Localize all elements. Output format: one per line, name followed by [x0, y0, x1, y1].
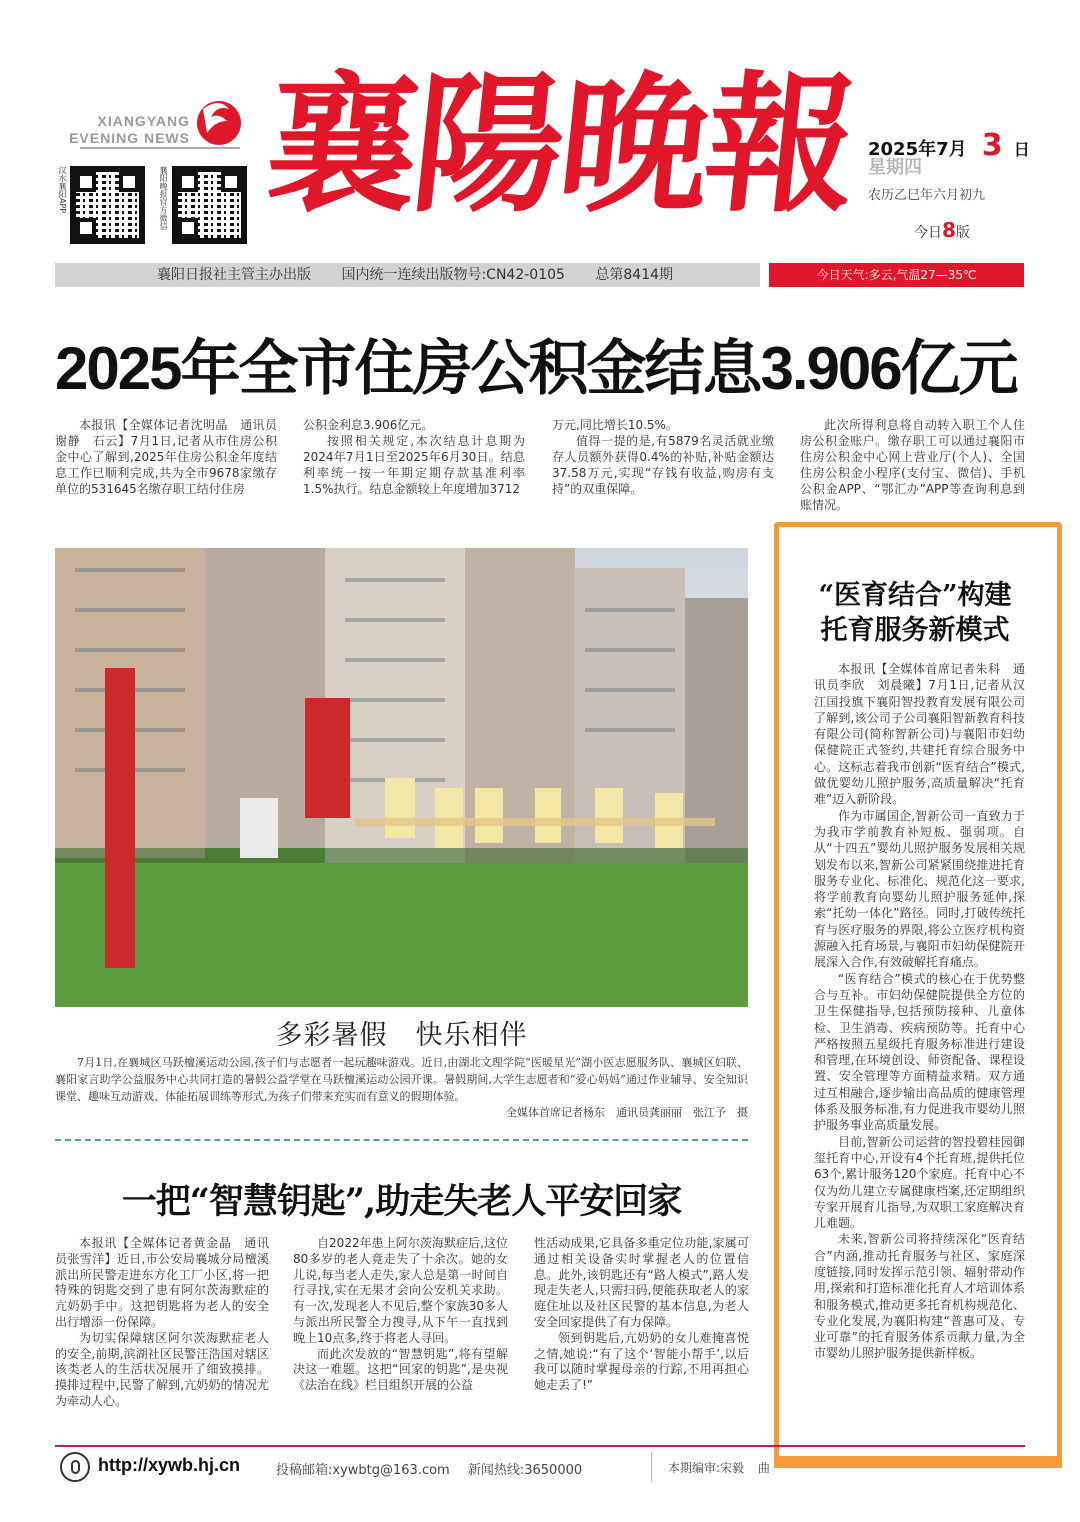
paragraph: 本报讯【全媒体首席记者朱科 通讯员李欣 刘晨曦】7月1日,记者从汉江国投旗下襄阳智投教育发展有限公司了解到,该公司子公司襄阳智新教育科技有限公司(简称智新公司)与襄阳市妇幼保健院正式签约,共建托育综合服务中心。这标志着我市创新“医育结合”模式,做优婴幼儿照护服务,高质量解决“托育难”迈入新阶段。 — [814, 662, 1025, 807]
date-day-suffix: 日 — [1013, 140, 1030, 159]
issn: 国内统一连续出版物号:CN42-0105 — [341, 267, 565, 283]
page-count-prefix: 今日 — [914, 225, 942, 241]
footer-rule — [55, 1445, 1025, 1447]
photo-credit: 全媒体首席记者杨东 通讯员龚丽丽 张江予 摄 — [506, 1106, 748, 1119]
lunar-date: 农历乙巳年六月初九 — [868, 188, 986, 203]
publication-info-bar — [55, 263, 760, 287]
news-photo — [55, 548, 748, 1007]
paragraph: 性活动成果,它具备多重定位功能,家属可通过相关设备实时掌握老人的位置信息。此外,该钥匙还有“路人模式”,路人发现走失老人,只需扫码,便能获取老人的家庭住址以及社区民警的基本信息,为老人安全回家提供了有力保障。 — [534, 1236, 749, 1329]
paragraph: 本报讯【全媒体记者沈明晶 通讯员谢静 石云】7月1日,记者从市住房公积金中心了解到,2025年住房公积金年度结息工作已顺利完成,共为全市9678家缴存单位的531645名缴存职工结付住房 — [55, 418, 277, 496]
paragraph: 本报讯【全媒体记者黄金晶 通讯员张雪洋】近日,市公安局襄城分局檀溪派出所民警走进东方化工厂小区,将一把特殊的钥匙交到了患有阿尔茨海默症的亢奶奶手中。这把钥匙将为老人的安全出行增添一份保障。 — [55, 1236, 269, 1329]
logo-emblem-icon — [193, 95, 245, 147]
second-column-2 — [293, 1236, 508, 1394]
paragraph: 而此次发放的“智慧钥匙”,将有望解决这一难题。这把“回家的钥匙”,是央视《法治在线》栏目组织开展的公益 — [293, 1346, 508, 1393]
paragraph: 此次所得利息将自动转入职工个人住房公积金账户。缴存职工可以通过襄阳市住房公积金中心网上营业厅(个人)、全国住房公积金小程序(支付宝、微信)、手机公积金APP、“鄂汇办”APP等查询利息到账情况。 — [800, 418, 1025, 512]
second-headline: 一把“智慧钥匙”,助走失老人平安回家 — [121, 1181, 682, 1222]
newspaper-title: 襄陽晚報 — [258, 57, 862, 233]
english-name-line2: EVENING NEWS — [69, 130, 190, 146]
qr-label-wechat: 襄阳晚报官方微信 — [159, 166, 168, 230]
photo-title: 多彩暑假 快乐相伴 — [275, 1020, 528, 1051]
page-count-suffix: 版 — [955, 225, 970, 241]
qr-code-app[interactable] — [70, 166, 145, 244]
paragraph: 按照相关规定,本次结息计息期为2024年7月1日至2025年6月30日。结息利率统一按一年期定期存款基准利率1.5%执行。结息金额较上年度增加3712 — [303, 434, 525, 496]
lead-headline: 2025年全市住房公积金结息3.906亿元 — [55, 335, 1017, 402]
lead-column-2 — [303, 417, 525, 497]
weekday: 星期四 — [868, 157, 922, 178]
photo-illustration — [55, 548, 748, 1007]
sidebar-headline — [790, 578, 1040, 648]
qr-code-wechat[interactable] — [172, 166, 247, 244]
footer-contact — [276, 1459, 582, 1478]
sidebar-headline-line2: 托育服务新模式 — [820, 615, 1010, 646]
paragraph: 领到钥匙后,亢奶奶的女儿难掩喜悦之情,她说:“有了这个‘智能小帮手’,以后我可以随时掌握母亲的行踪,不用再担心她走丢了!” — [534, 1330, 749, 1393]
editor: 本期编审:宋毅 — [668, 1461, 745, 1475]
footer-divider — [651, 1452, 652, 1482]
paragraph: “医育结合”模式的核心在于优势整合与互补。市妇幼保健院提供全方位的卫生保健指导,包括预防接种、儿童体检、卫生消毒、疾病预防等。托育中心严格按照五星级托育服务标准进行建设和管理,在环境创设、师资配备、课程设置、安全管理等方面精益求精。双方通过互相融合,逐步输出高品质的健康管理体系及服务标准,有力促进我市婴幼儿照护服务事业高质量发展。 — [814, 971, 1025, 1133]
submission-email[interactable]: 投稿邮箱:xywbtg@163.com — [276, 1463, 450, 1478]
masthead-divider — [80, 147, 240, 149]
paragraph: 值得一提的是,有5879名灵活就业缴存人员额外获得0.4%的补贴,补贴金额达37.58万元,实现“存钱有收益,购房有支持”的双重保障。 — [552, 434, 774, 496]
lead-column-3 — [552, 417, 774, 497]
second-column-3 — [534, 1236, 749, 1394]
page-count-number: 8 — [942, 218, 956, 242]
mouse-icon — [60, 1452, 90, 1482]
date-main: 2025年7月 — [868, 139, 967, 160]
sidebar-body — [814, 661, 1025, 1362]
paragraph: 万元,同比增长10.5%。 — [552, 418, 678, 432]
lead-column-1 — [55, 417, 277, 497]
weather-bar: 今日天气:多云,气温27—35℃ — [769, 263, 1024, 287]
english-name-line1: XIANGYANG — [97, 113, 190, 129]
publisher: 襄阳日报社主管主办出版 — [157, 267, 311, 283]
date-day: 3 — [981, 128, 1003, 163]
website-link[interactable]: http://xywb.hj.cn — [98, 1455, 240, 1475]
photo-caption: 7月1日,在襄城区马跃檀溪运动公园,孩子们与志愿者一起玩趣味游戏。近日,由湖北文理学院“医暖星光”湖小医志愿服务队、襄城区妇联、襄阳家言助学公益服务中心共同打造的暑假公益学堂在马跃檀溪运动公园开课。暑假期间,大学生志愿者和“爱心妈妈”通过作业辅导、安全知识课堂、趣味互动游戏、体能拓展训练等形式,为孩子们带来充实而有意义的假期体验。 — [55, 1056, 748, 1103]
qr-label-app: 汉水襄阳APP — [58, 166, 67, 214]
section-divider — [55, 1139, 748, 1141]
paragraph: 公积金利息3.906亿元。 — [303, 418, 434, 432]
sidebar-headline-line1: “医育结合”构建 — [818, 580, 1012, 611]
paragraph: 目前,智新公司运营的智投碧桂园御玺托育中心,开设有4个托育班,提供托位63个,累计服务120个家庭。托育中心不仅为幼儿建立专属健康档案,还定期组织专家开展育儿指导,为双职工家庭解决育儿难题。 — [814, 1134, 1025, 1231]
footer-editors — [668, 1459, 770, 1476]
page-count — [914, 218, 970, 242]
news-hotline: 新闻热线:3650000 — [467, 1463, 583, 1478]
paragraph: 自2022年患上阿尔茨海默症后,这位80多岁的老人竟走失了十余次。她的女儿说,每当老人走失,家人总是第一时间自行寻找,实在无果才会向公安机关求助。有一次,发现老人不见后,整个家族30多人与派出所民警全力搜寻,从下午一直找到晚上10点多,终于将老人寻回。 — [293, 1236, 508, 1345]
issue-number: 总第8414期 — [595, 267, 674, 283]
english-name — [60, 113, 190, 147]
editor-more: 曲 — [757, 1461, 770, 1475]
paragraph: 为切实保障辖区阿尔茨海默症老人的安全,前期,滨湖社区民警汪浩国对辖区该类老人的生活状况展开了细致摸排。摸排过程中,民警了解到,亢奶奶的情况尤为牵动人心。 — [55, 1330, 269, 1408]
second-column-1 — [55, 1236, 269, 1410]
paragraph: 未来,智新公司将持续深化“医育结合”内涵,推动托育服务与社区、家庭深度链接,同时发挥示范引领、辐射带动作用,探索和打造标准化托育人才培训体系和服务模式,推动更多托育机构规范化、专业化发展,为襄阳构建“普惠可及、专业可靠”的托育服务体系贡献力量,为全市婴幼儿照护服务提供新样板。 — [814, 1232, 1025, 1361]
lead-column-4 — [800, 417, 1025, 513]
highlight-box-bottom — [774, 1456, 1062, 1468]
paragraph: 作为市属国企,智新公司一直致力于为我市学前教育补短板、强弱项。自从“十四五”婴幼儿照护服务发展相关规划发布以来,智新公司紧紧围绕推进托育服务专业化、标准化、规范化这一要求,将学前教育向婴幼儿照护服务延伸,探索“托幼一体化”路径。同时,打破传统托育与医疗服务的界限,将公立医疗机构资源融入托育场景,与襄阳市妇幼保健院开展深入合作,有效破解托育痛点。 — [814, 808, 1025, 970]
